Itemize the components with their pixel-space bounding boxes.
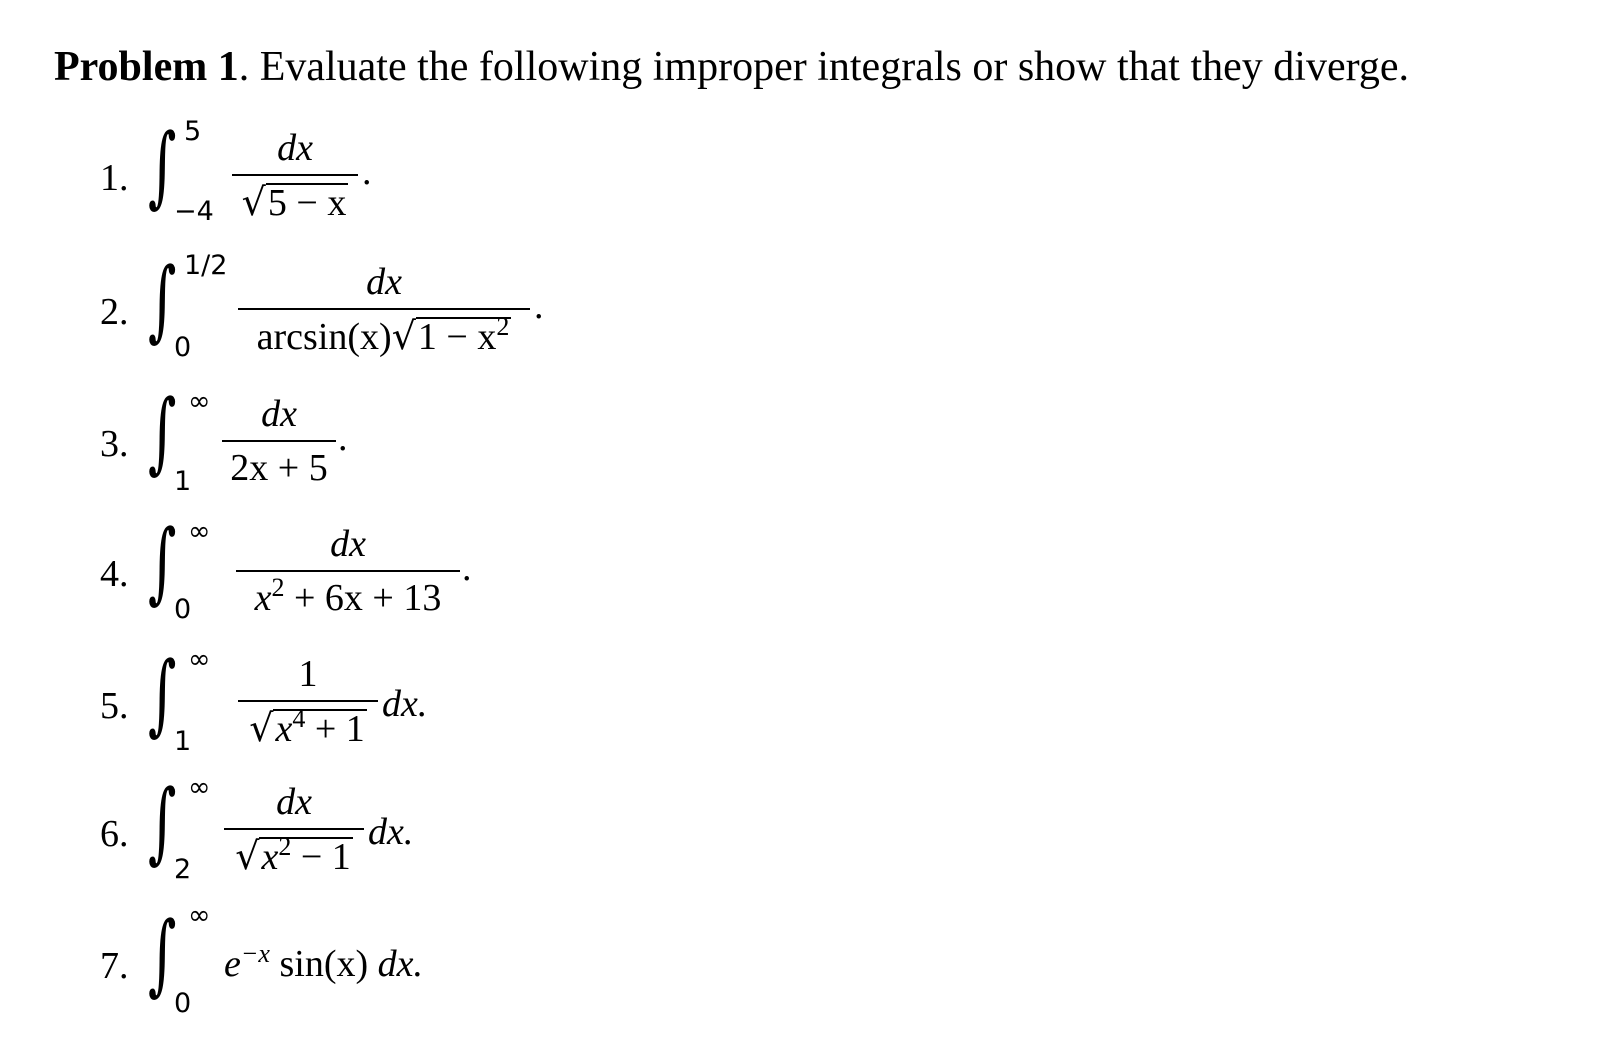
integrand-fraction: [236, 524, 460, 622]
denominator: [224, 832, 364, 879]
lower-limit: 0: [174, 332, 192, 363]
upper-limit: ∞: [188, 900, 211, 931]
problem-instructions: . Evaluate the following improper integrals or show that they diverge.: [238, 44, 1409, 90]
radicand-rest: − 1: [291, 836, 351, 878]
problem-label: Problem 1: [54, 44, 239, 90]
upper-limit: ∞: [188, 644, 211, 675]
integral-item-5: [100, 642, 1500, 766]
sqrt-icon: √: [391, 314, 416, 358]
radicand-rest: + 1: [305, 708, 365, 750]
integral-item-3: [100, 380, 1500, 508]
exponent: 2: [278, 832, 292, 861]
sqrt-icon: √: [249, 706, 274, 750]
integral-sign: ∫: [148, 114, 177, 217]
numerator: dx: [277, 127, 313, 169]
lower-limit: 1: [174, 726, 192, 757]
integrand-expression: [224, 939, 423, 988]
radicand: 5 − x: [267, 182, 347, 224]
fraction-bar: [222, 440, 336, 442]
exponent: 4: [292, 704, 306, 733]
item-tail: .: [338, 417, 348, 459]
integral-sign: ∫: [148, 380, 177, 483]
item-number: 1.: [100, 157, 129, 199]
denominator-base: x: [254, 577, 272, 619]
denominator: 2x + 5: [230, 447, 328, 489]
integrand-rest: sin(x): [269, 943, 378, 985]
denominator-rest: + 6x + 13: [284, 577, 442, 619]
integrand-fraction: [238, 654, 378, 751]
integrand-fraction: [232, 128, 358, 223]
lower-limit: 0: [174, 594, 192, 625]
integral-sign: ∫: [148, 642, 177, 745]
denominator: [238, 704, 378, 751]
integral-item-1: [100, 114, 1500, 238]
integrand-fraction: [238, 262, 530, 359]
numerator: dx: [276, 781, 312, 823]
denominator: [232, 182, 358, 223]
item-tail: dx.: [377, 943, 423, 985]
upper-limit: ∞: [188, 386, 211, 417]
radicand-base: x: [261, 836, 279, 878]
upper-limit: 1/2: [184, 250, 228, 281]
integral-item-4: [100, 510, 1500, 638]
exponent: −x: [240, 939, 270, 968]
upper-limit: ∞: [188, 772, 211, 803]
fraction-bar: [238, 308, 530, 310]
fraction-bar: [232, 174, 358, 176]
radicand: [273, 704, 366, 751]
denominator: [236, 573, 460, 622]
item-number: 7.: [100, 945, 129, 987]
numerator: dx: [261, 393, 297, 435]
sqrt-icon: √: [241, 180, 266, 224]
sqrt-icon: √: [235, 834, 260, 878]
integral-item-6: [100, 770, 1500, 894]
numerator: 1: [298, 653, 318, 695]
numerator: dx: [330, 523, 366, 565]
upper-limit: 5: [184, 116, 202, 147]
fraction-bar: [224, 828, 364, 830]
lower-limit: 2: [174, 854, 192, 885]
item-number: 5.: [100, 685, 129, 727]
integrand-fraction: [222, 394, 336, 488]
fraction-bar: [236, 570, 460, 572]
exponent: 2: [496, 312, 510, 341]
problem-heading: [54, 42, 1409, 92]
item-number: 2.: [100, 291, 129, 333]
exp-base: e: [224, 943, 241, 985]
item-tail: .: [362, 151, 372, 193]
lower-limit: −4: [174, 196, 214, 227]
exponent: 2: [271, 573, 285, 602]
integral-sign: ∫: [148, 770, 177, 873]
item-number: 3.: [100, 423, 129, 465]
item-tail: .: [534, 285, 544, 327]
integrand-fraction: [224, 782, 364, 879]
integral-sign: ∫: [148, 902, 177, 1005]
item-tail: dx.: [382, 683, 428, 725]
fraction-bar: [238, 700, 378, 702]
integral-sign: ∫: [148, 248, 177, 351]
radicand: [259, 832, 352, 879]
item-number: 6.: [100, 813, 129, 855]
item-number: 4.: [100, 553, 129, 595]
integral-item-2: [100, 248, 1500, 372]
denominator: [238, 312, 530, 359]
radicand-base: x: [275, 708, 293, 750]
item-tail: dx.: [368, 811, 414, 853]
integral-item-7: [100, 902, 1500, 1022]
numerator: dx: [366, 261, 402, 303]
denominator-prefix: arcsin(x): [256, 316, 392, 358]
lower-limit: 0: [174, 988, 192, 1019]
radicand: [416, 312, 511, 359]
upper-limit: ∞: [188, 516, 211, 547]
item-tail: .: [462, 547, 472, 589]
integral-sign: ∫: [148, 510, 177, 613]
lower-limit: 1: [174, 466, 192, 497]
radicand-text: 1 − x: [417, 316, 497, 358]
